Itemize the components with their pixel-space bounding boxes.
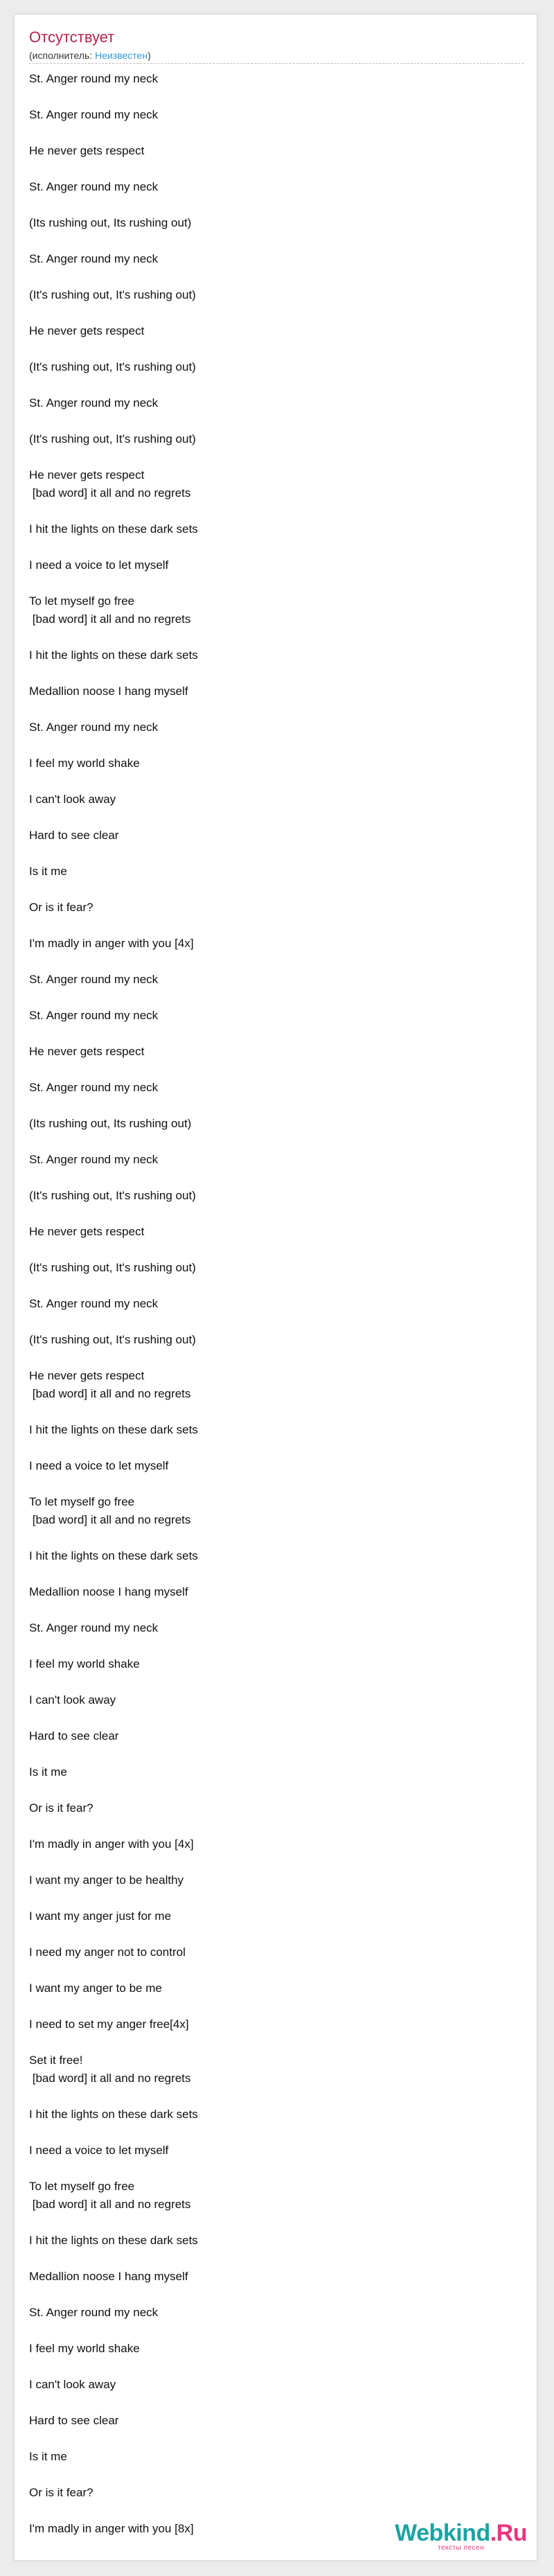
lyric-line: I can't look away: [29, 793, 116, 806]
lyric-line: I need a voice to let myself: [29, 558, 169, 572]
lyric-line: St. Anger round my neck: [29, 1153, 159, 1166]
lyric-line: I need a voice to let myself: [29, 1459, 169, 1472]
lyric-line: St. Anger round my neck: [29, 180, 159, 193]
lyric-line: Medallion noose I hang myself: [29, 2270, 188, 2283]
lyric-line: Hard to see clear: [29, 1729, 119, 1743]
lyric-line: I hit the lights on these dark sets: [29, 1549, 198, 1562]
lyric-line: St. Anger round my neck: [29, 1081, 159, 1094]
lyric-line: (It's rushing out, It's rushing out): [29, 288, 196, 301]
lyric-line: He never gets respect [bad word] it all and no regrets: [29, 468, 191, 500]
lyric-line: Is it me: [29, 2450, 67, 2463]
lyric-line: St. Anger round my neck: [29, 1621, 159, 1634]
song-title: Отсутствует: [29, 28, 115, 46]
lyric-line: I hit the lights on these dark sets: [29, 2234, 198, 2247]
lyric-line: I need my anger not to control: [29, 1946, 186, 1959]
lyric-line: I need to set my anger free[4x]: [29, 2018, 189, 2031]
lyric-line: I'm madly in anger with you [8x]: [29, 2522, 194, 2535]
lyric-line: (It's rushing out, It's rushing out): [29, 432, 196, 445]
lyric-line: I'm madly in anger with you [4x]: [29, 1837, 194, 1851]
artist-prefix: (исполнитель:: [29, 50, 96, 61]
artist-suffix: ): [148, 50, 151, 61]
lyric-line: Or is it fear?: [29, 901, 93, 914]
lyric-line: (It's rushing out, It's rushing out): [29, 1189, 196, 1202]
lyric-line: Hard to see clear: [29, 829, 119, 842]
lyric-line: St. Anger round my neck: [29, 973, 159, 986]
logo-tagline: тексты песен: [438, 2544, 485, 2552]
lyric-line: (Its rushing out, Its rushing out): [29, 216, 192, 229]
lyric-line: (It's rushing out, It's rushing out): [29, 360, 196, 373]
lyric-line: I want my anger to be healthy: [29, 1873, 184, 1887]
lyrics-card: [14, 14, 537, 2561]
lyric-line: I'm madly in anger with you [4x]: [29, 937, 194, 950]
lyric-line: I hit the lights on these dark sets: [29, 1423, 198, 1436]
lyric-line: St. Anger round my neck: [29, 1297, 159, 1310]
lyric-line: St. Anger round my neck: [29, 252, 159, 265]
lyric-line: I feel my world shake: [29, 757, 140, 770]
lyric-line: He never gets respect [bad word] it all and no regrets: [29, 1369, 191, 1400]
lyric-line: I want my anger to be me: [29, 1982, 162, 1995]
lyric-line: He never gets respect: [29, 324, 145, 337]
lyric-line: (Its rushing out, Its rushing out): [29, 1117, 192, 1130]
lyric-line: I feel my world shake: [29, 1657, 140, 1670]
lyric-line: St. Anger round my neck: [29, 72, 159, 85]
lyric-line: He never gets respect: [29, 1045, 145, 1058]
lyric-line: Hard to see clear: [29, 2414, 119, 2427]
logo-name: Webkind: [395, 2520, 490, 2546]
lyric-line: St. Anger round my neck: [29, 2306, 159, 2319]
lyric-line: He never gets respect: [29, 1225, 145, 1238]
lyric-line: To let myself go free [bad word] it all and no regrets: [29, 594, 191, 626]
lyric-line: I hit the lights on these dark sets: [29, 649, 198, 662]
logo-wordmark: [395, 2521, 527, 2545]
lyric-line: Set it free! [bad word] it all and no regrets: [29, 2054, 191, 2085]
lyric-line: Or is it fear?: [29, 2486, 93, 2499]
lyric-line: (It's rushing out, It's rushing out): [29, 1333, 196, 1346]
lyric-line: I hit the lights on these dark sets: [29, 2108, 198, 2121]
logo-tld: .Ru: [490, 2520, 527, 2546]
lyric-line: To let myself go free [bad word] it all and no regrets: [29, 1495, 191, 1526]
lyric-line: Is it me: [29, 865, 67, 878]
site-logo[interactable]: [395, 2521, 527, 2552]
lyric-line: Or is it fear?: [29, 1801, 93, 1815]
lyric-line: I need a voice to let myself: [29, 2144, 169, 2157]
lyric-line: I can't look away: [29, 2378, 116, 2391]
lyric-line: He never gets respect: [29, 144, 145, 157]
artist-line: [29, 49, 524, 64]
lyric-line: To let myself go free [bad word] it all and no regrets: [29, 2180, 191, 2211]
lyric-line: St. Anger round my neck: [29, 108, 159, 121]
artist-link[interactable]: Неизвестен: [95, 50, 148, 61]
lyric-line: St. Anger round my neck: [29, 721, 159, 734]
lyric-line: I want my anger just for me: [29, 1909, 172, 1923]
lyrics-list: [29, 70, 524, 2556]
lyric-line: St. Anger round my neck: [29, 396, 159, 409]
lyric-line: Medallion noose I hang myself: [29, 685, 188, 698]
lyric-line: St. Anger round my neck: [29, 1009, 159, 1022]
lyric-line: I hit the lights on these dark sets: [29, 522, 198, 536]
lyric-line: I feel my world shake: [29, 2342, 140, 2355]
lyric-line: Medallion noose I hang myself: [29, 1585, 188, 1598]
lyric-line: (It's rushing out, It's rushing out): [29, 1261, 196, 1274]
lyric-line: I can't look away: [29, 1693, 116, 1706]
lyric-line: Is it me: [29, 1765, 67, 1779]
